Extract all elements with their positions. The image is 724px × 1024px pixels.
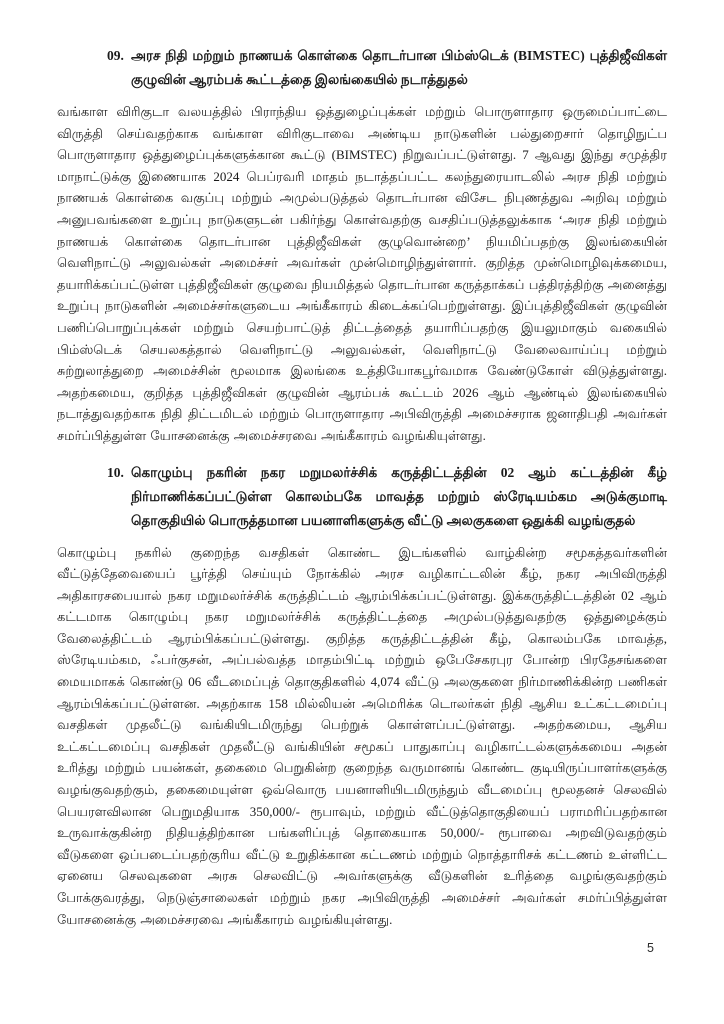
section-09-body: வங்காள விரிகுடா வலயத்தில் பிராந்திய ஒத்துழைப்புக்கள் மற்றும் பொருளாதார ஒருமைப்பாட்டை விருத்தி செய்வதற்காக வங்காள விரிகுடாவை அண்டிய நாடுகளின் பல்துறைசார் தொழிநுட்ப பொருளாதார ஒத்துழைப்புக்களுக்கான கூட்டு (BIMSTEC) நிறுவப்பட்டுள்ளது. 7 ஆவது இந்து சமுத்திர மாநாட்டுக்கு இணையாக 2024 பெப்ரவரி மாதம் நடாத்தப்பட்ட கலந்துரையாடலில் அரச நிதி மற்றும் நாணயக் கொள்கை வகுப்பு மற்றும் அமுல்படுத்தல் தொடர்பான விசேட நிபுணத்துவ அறிவு மற்றும் அனுபவங்களை உறுப்பு நாடுகளுடன் பகிர்ந்து கொள்வதற்கு வசதிப்படுத்தலுக்காக ‘அரச நிதி மற்றும் நாணயக் கொள்கை தொடர்பான புத்திஜீவிகள் குழுவொன்றை’ நியமிப்பதற்கு இலங்கையின் வெளிநாட்டு அலுவல்கள் அமைச்சர் அவர்கள் முன்மொழிந்துள்ளார். குறித்த முன்மொழிவுக்கமைய, தயாரிக்கப்பட்டுள்ள புத்திஜீவிகள் குழுவை நியமித்தல் தொடர்பான கருத்தாக்கப் பத்திரத்திற்கு அனைத்து உறுப்பு நாடுகளின் அமைச்சர்களுடைய அங்கீகாரம் கிடைக்கப்பெற்றுள்ளது. இப்புத்திஜீவிகள் குழுவின் பணிப்பொறுப்புக்கள் மற்றும் செயற்பாட்டுத் திட்டத்தைத் தயாரிப்பதற்கு இயலுமாகும் வகையில் பிம்ஸ்டெக் செயலகத்தால் வெளிநாட்டு அலுவல்கள், வெளிநாட்டு வேலைவாய்ப்பு மற்றும் சுற்றுலாத்துறை அமைச்சின் மூலமாக இலங்கை உத்தியோகபூர்வமாக வேண்டுகோள் விடுத்துள்ளது. அதற்கமைய, குறித்த புத்திஜீவிகள் குழுவின் ஆரம்பக் கூட்டம் 2026 ஆம் ஆண்டில் இலங்கையில் நடாத்துவதற்காக நிதி திட்டமிடல் மற்றும் பொருளாதார அபிவிருத்தி அமைச்சராக ஜனாதிபதி அவர்கள் சமர்ப்பித்துள்ள யோசனைக்கு அமைச்சரவை அங்கீகாரம் வழங்கியுள்ளது. bbox=[57, 104, 667, 443]
document-content bbox=[57, 44, 667, 944]
section-10-heading bbox=[107, 461, 667, 533]
page-number: 5 bbox=[647, 941, 654, 955]
section-10-number: 10. bbox=[107, 464, 124, 480]
section-10-heading-text: கொழும்பு நகரின் நகர மறுமலர்ச்சிக் கருத்திட்டத்தின் 02 ஆம் கட்டத்தின் கீழ் நிர்மாணிக்கப்பட்டுள்ள கொலம்பகே மாவத்த மற்றும் ஸ்ரேடியம்கம அடுக்குமாடி தொகுதியில் பொருத்தமான பயனாளிகளுக்கு வீட்டு அலகுகளை ஒதுக்கி வழங்குதல் bbox=[131, 464, 667, 528]
section-09-heading bbox=[107, 44, 667, 92]
section-09-heading-text: அரச நிதி மற்றும் நாணயக் கொள்கை தொடர்பான பிம்ஸ்டெக் (BIMSTEC) புத்திஜீவிகள் குழுவின் ஆரம்பக் கூட்டத்தை இலங்கையில் நடாத்துதல் bbox=[131, 48, 667, 87]
section-10-body: கொழும்பு நகரில் குறைந்த வசதிகள் கொண்ட இடங்களில் வாழ்கின்ற சமூகத்தவர்களின் வீட்டுத்தேவையைப் பூர்த்தி செய்யும் நோக்கில் அரச வழிகாட்டலின் கீழ், நகர அபிவிருத்தி அதிகாரசபையால் நகர மறுமலர்ச்சிக் கருத்திட்டம் ஆரம்பிக்கப்பட்டுள்ளது. இக்கருத்திட்டத்தின் 02 ஆம் கட்டமாக கொழும்பு நகர மறுமலர்ச்சிக் கருத்திட்டத்தை அமுல்படுத்துவதற்கு ஒத்துழைக்கும் வேலைத்திட்டம் ஆரம்பிக்கப்பட்டுள்ளது. குறித்த கருத்திட்டத்தின் கீழ், கொலம்பகே மாவத்த, ஸ்ரேடியம்கம, ஃபர்குசன், அப்பல்வத்த மாதம்பிட்டி மற்றும் ஒபேசேகரபுர போன்ற பிரதேசங்களை மையமாகக் கொண்டு 06 வீடமைப்புத் தொகுதிகளில் 4,074 வீட்டு அலகுகளை நிர்மாணிக்கின்ற பணிகள் ஆரம்பிக்கப்பட்டுள்ளன. அதற்காக 158 மில்லியன் அமெரிக்க டொலர்கள் நிதி ஆசிய உட்கட்டமைப்பு வசதிகள் முதலீட்டு வங்கியிடமிருந்து பெற்றுக் கொள்ளப்பட்டுள்ளது. அதற்கமைய, ஆசிய உட்கட்டமைப்பு வசதிகள் முதலீட்டு வங்கியின் சமூகப் பாதுகாப்பு வழிகாட்டல்களுக்கமைய அதன் உரித்து மற்றும் பயன்கள், தகைமை பெறுகின்ற குறைந்த வருமானங் கொண்ட குடியிருப்பாளர்களுக்கு வழங்குவதற்கும், தகைமையுள்ள ஒவ்வொரு பயனாளியிடமிருந்தும் வீடமைப்பு மூலதனச் செலவில் பெயரளவிலான பெறுமதியாக 350,000/- ரூபாவும், மற்றும் வீட்டுத்தொகுதியைப் பராமரிப்பதற்கான உருவாக்குகின்ற நிதியத்திற்கான பங்களிப்புத் தொகையாக 50,000/- ரூபாவை அறவிடுவதற்கும் வீடுகளை ஒப்படைப்பதற்குரிய வீட்டு உறுதிக்கான கட்டணம் மற்றும் நொத்தாரிசக் கட்டணம் உள்ளிட்ட ஏனைய செலவுகளை அரசு செலவிட்டு அவர்களுக்கு வீடுகளின் உரித்தை வழங்குவதற்கும் போக்குவரத்து, நெடுஞ்சாலைகள் மற்றும் நகர அபிவிருத்தி அமைச்சர் அவர்கள் சமர்ப்பித்துள்ள யோசனைக்கு அமைச்சரவை அங்கீகாரம் வழங்கியுள்ளது. bbox=[57, 544, 667, 927]
section-09 bbox=[57, 44, 667, 447]
section-10 bbox=[57, 461, 667, 931]
section-09-number: 09. bbox=[107, 48, 124, 63]
